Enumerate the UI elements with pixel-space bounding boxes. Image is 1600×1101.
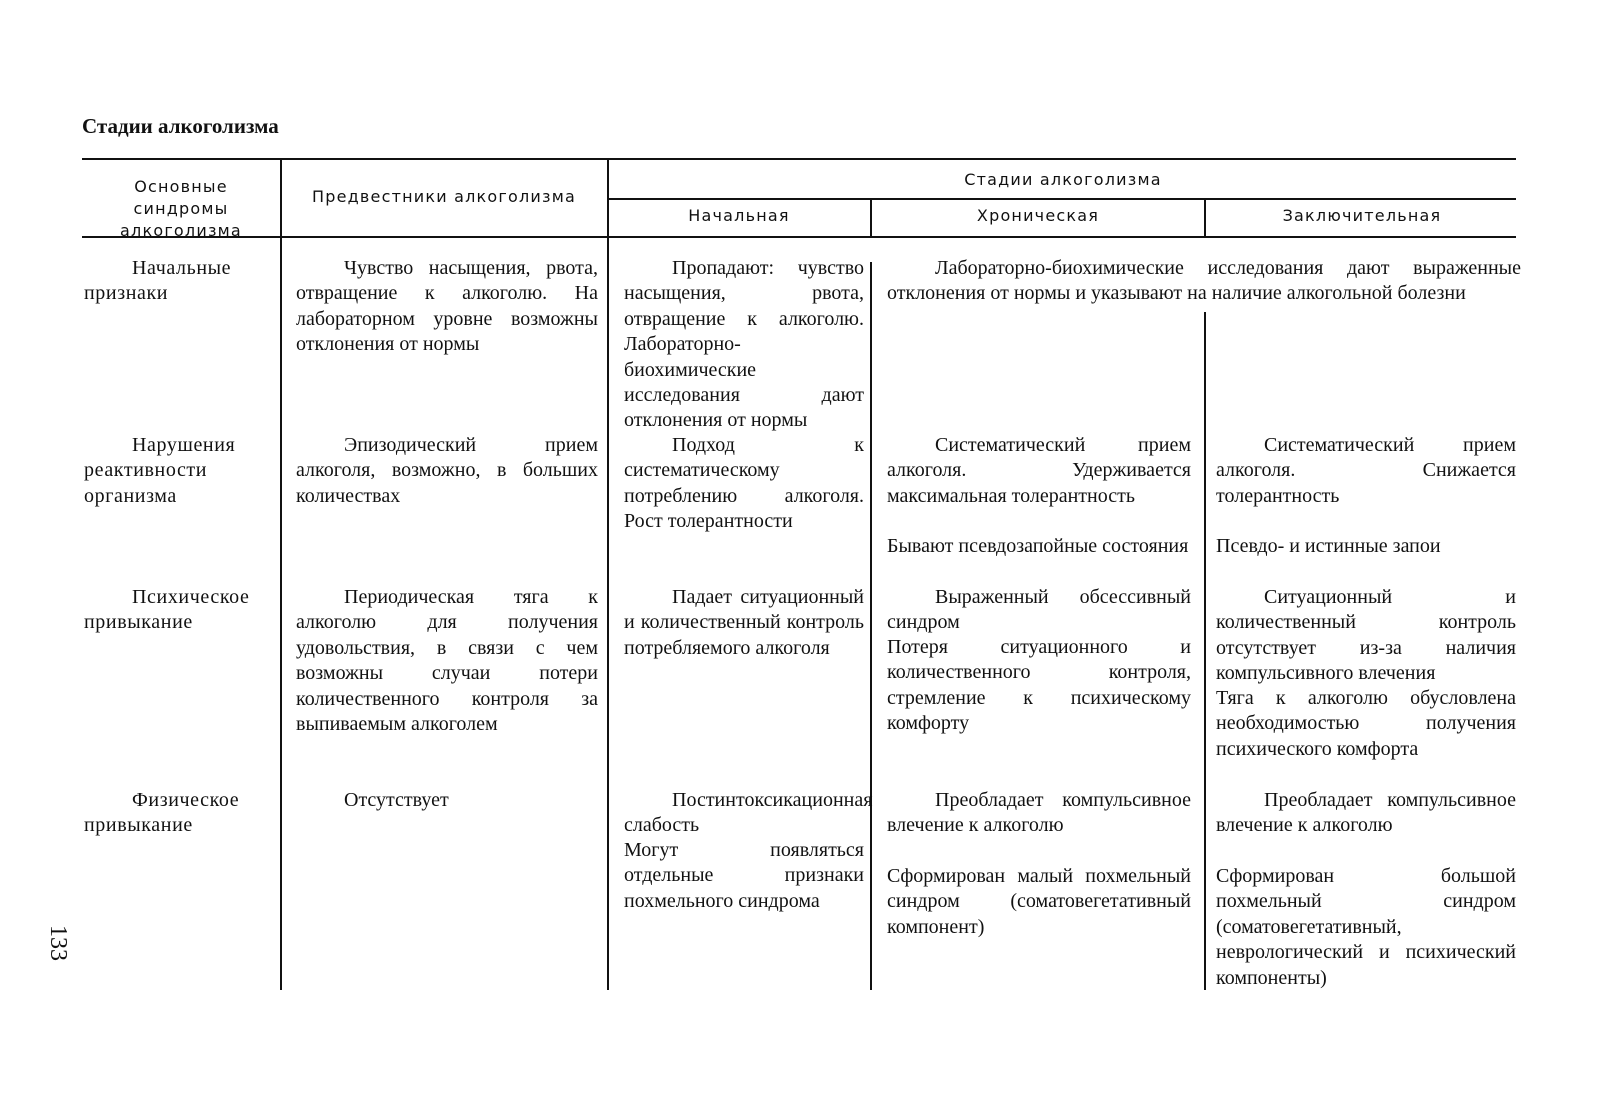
table-cell: Чувство насыщения, рвота, отвращение к алкоголю. На лабораторном уровне возможны отклонения от нормы <box>296 257 598 356</box>
table-cell: Эпизодический прием алкоголя, возможно, в больших количествах <box>296 434 598 507</box>
table-top-rule <box>82 158 1516 160</box>
row-syndrome: Начальные признаки <box>84 257 232 305</box>
page-title: Стадии алкоголизма <box>82 114 279 138</box>
column-divider <box>607 158 609 990</box>
header-stages: Стадии алкоголизма <box>964 170 1162 189</box>
table-cell: Преобладает компульсивное влечение к алкоголю <box>887 789 1191 837</box>
table-cell: Выраженный обсессивный синдром <box>887 586 1191 634</box>
table-cell: Падает ситуационный и количественный контроль потребляемого алкоголя <box>624 586 864 659</box>
header-bottom-rule <box>82 236 1516 238</box>
table-cell: Сформирован малый похмельный синдром (соматовегетативный компонент) <box>887 865 1191 938</box>
header-syndromes: Основные синдромы алкоголизма <box>120 177 242 240</box>
table-cell: Лабораторно-биохимические исследования дают выраженные отклонения от нормы и указывают на наличие алкогольной болезни <box>887 257 1521 305</box>
table-cell: Пропадают: чувство насыщения, рвота, отвращение к алкоголю. Лабораторно-биохимические исследования дают отклонения от нормы <box>624 257 864 432</box>
column-divider <box>870 198 872 238</box>
header-stage-chronic: Хроническая <box>976 206 1100 225</box>
table-cell: Потеря ситуационного и количественного контроля, стремление к психическому комфорту <box>887 636 1191 735</box>
table-cell: Отсутствует <box>344 789 449 811</box>
table-cell: Могут появляться отдельные признаки похмельного синдрома <box>624 839 864 912</box>
column-divider <box>1204 312 1206 990</box>
header-stage-initial: Начальная <box>688 206 790 225</box>
table-cell: Подход к систематическому потреблению алкоголя. Рост толерантности <box>624 434 864 533</box>
table-cell: Сформирован большой похмельный синдром (соматовегетативный, неврологический и психический компоненты) <box>1216 865 1516 989</box>
table-cell: Бывают псевдозапойные состояния <box>887 535 1189 557</box>
header-stage-final: Заключительная <box>1282 206 1442 225</box>
row-syndrome: Психическое привыкание <box>84 586 250 634</box>
table-cell: Ситуационный и количественный контроль отсутствует из-за наличия компульсивного влечения <box>1216 586 1516 685</box>
table-cell: Постинтоксикационная слабость <box>624 789 873 837</box>
header-precursors: Предвестники алкоголизма <box>312 187 576 206</box>
page-number: 133 <box>45 925 71 961</box>
row-syndrome: Физическое привыкание <box>84 789 240 837</box>
column-divider <box>1204 198 1206 238</box>
table-cell: Систематический прием алкоголя. Удерживается максимальная толерантность <box>887 434 1191 507</box>
column-divider <box>870 262 872 990</box>
table-cell: Псевдо- и истинные запои <box>1216 535 1441 557</box>
table-cell: Периодическая тяга к алкоголю для получения удовольствия, в связи с чем возможны случаи потери количественного контроля за выпиваемым алкоголем <box>296 586 598 736</box>
table-cell: Преобладает компульсивное влечение к алкоголю <box>1216 789 1516 837</box>
column-divider <box>280 158 282 990</box>
stages-header-rule <box>607 198 1516 200</box>
row-syndrome: Нарушения реактивности организма <box>84 434 236 507</box>
table-cell: Систематический прием алкоголя. Снижается толерантность <box>1216 434 1516 507</box>
table-cell: Тяга к алкоголю обусловлена необходимостью получения психического комфорта <box>1216 687 1516 760</box>
